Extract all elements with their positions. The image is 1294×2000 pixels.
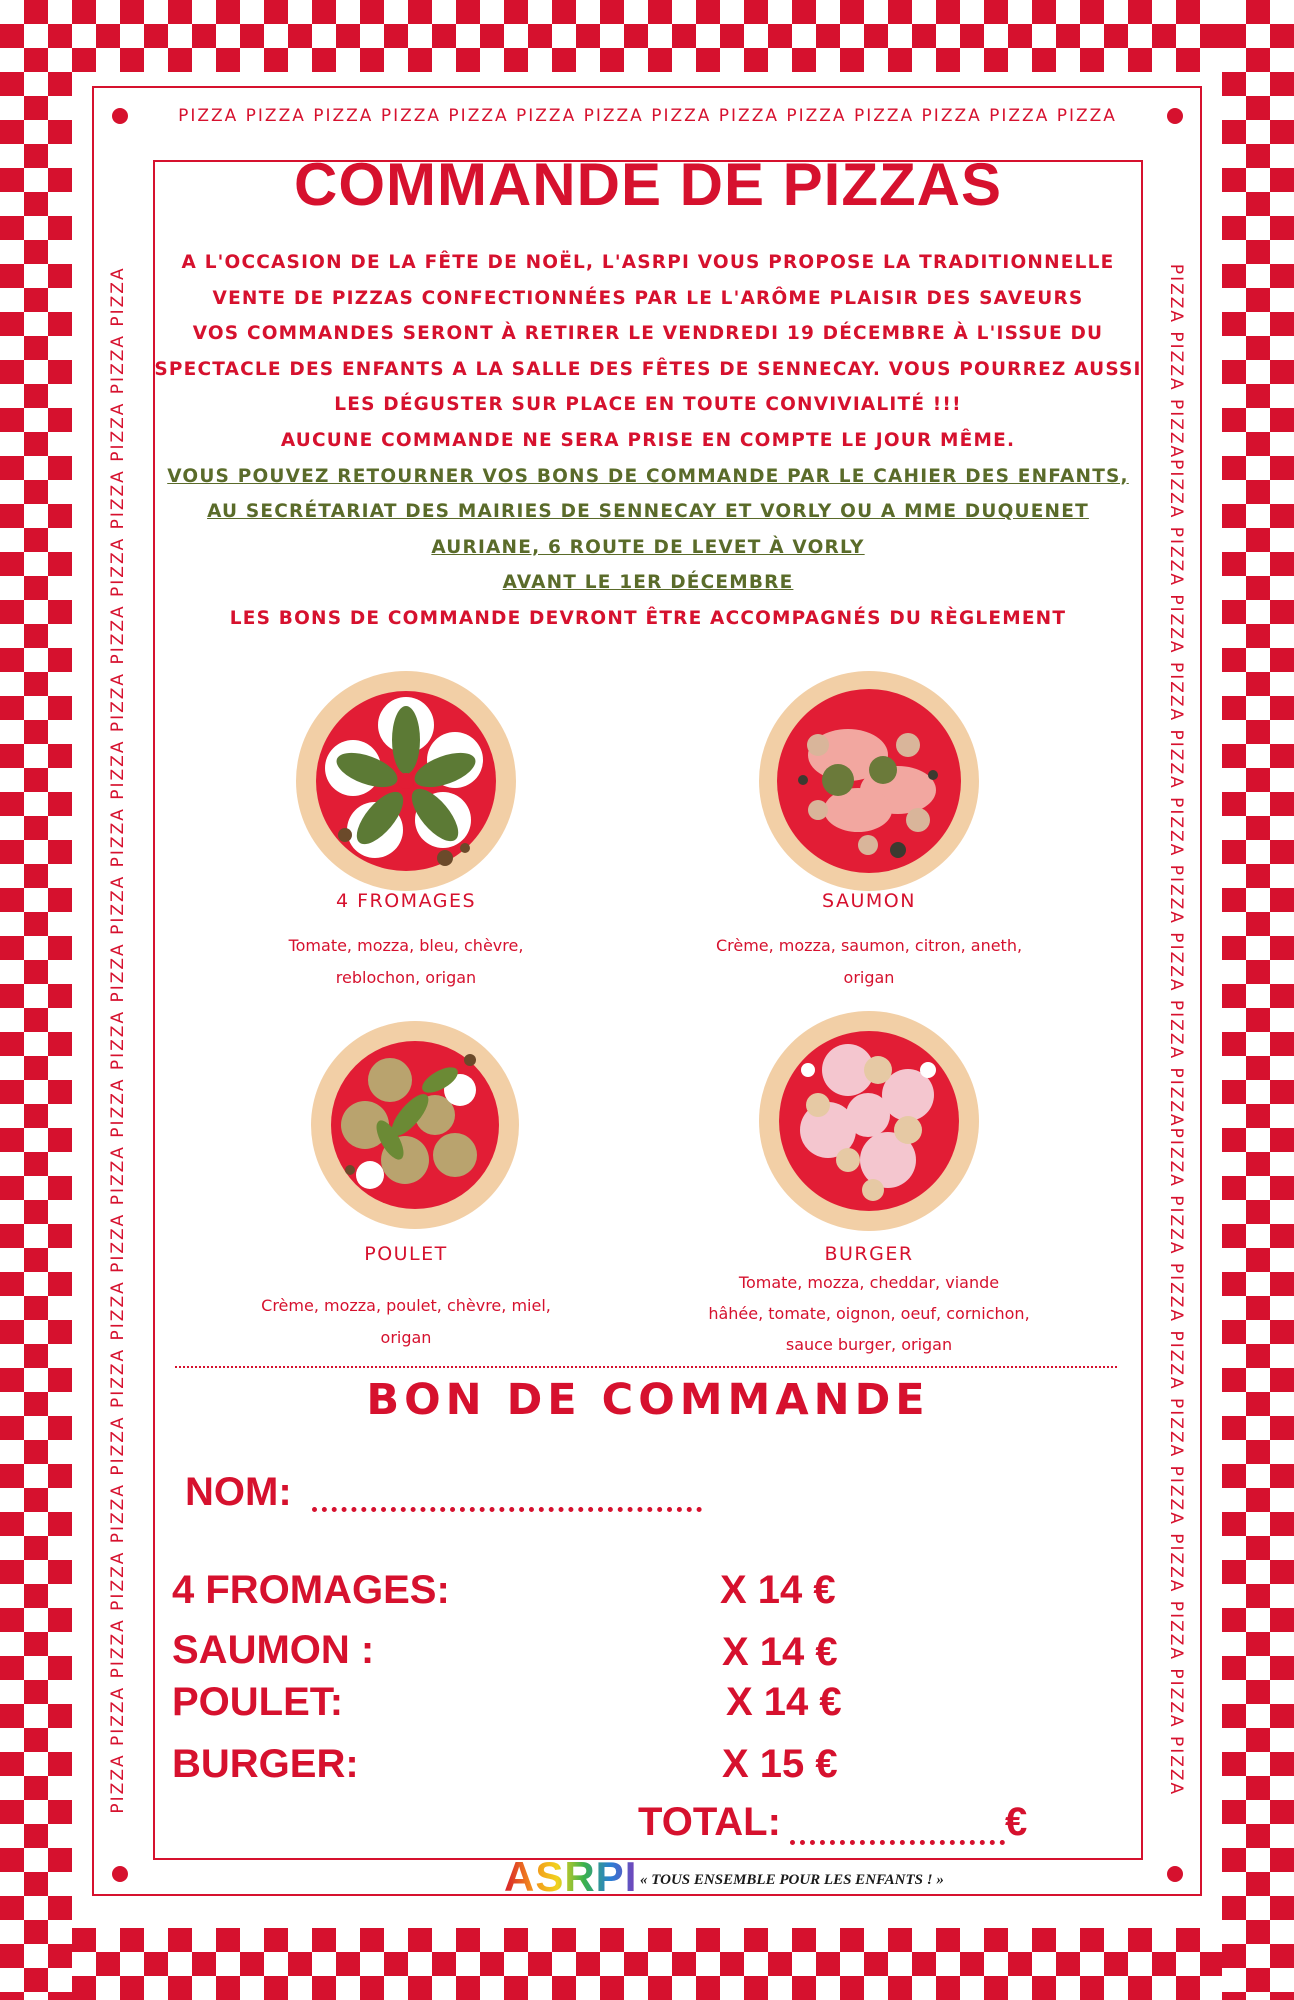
intro-line: LES BONS DE COMMANDE DEVRONT ÊTRE ACCOMPAGNÉS DU RÈGLEMENT [229,607,1067,629]
total-field-line[interactable] [790,1840,1005,1845]
checkered-border-right [1222,0,1294,2000]
slogan: « TOUS ENSEMBLE POUR LES ENFANTS ! » [640,1872,944,1888]
order-row-price: X 14 € [722,1630,838,1674]
pizza-band-right: PIZZA PIZZA PIZZAPIZZA PIZZA PIZZA PIZZA PIZZA PIZZA PIZZA PIZZA PIZZA PIZZAPIZZA PIZZA PIZZA PIZZA PIZZA PIZZA PIZZA PIZZA PIZZA PIZZA [1166,263,1186,1797]
intro-line: A L'OCCASION DE LA FÊTE DE NOËL, L'ASRPI VOUS PROPOSE LA TRADITIONNELLE [181,252,1115,273]
order-row-price: X 14 € [726,1680,842,1724]
total-label: TOTAL: [638,1800,781,1844]
page-title: COMMANDE DE PIZZAS [294,151,1002,218]
checkered-border-top [0,0,1294,72]
pizza-name: BURGER [824,1243,914,1265]
pizza-description-line: Tomate, mozza, bleu, chèvre, [288,936,524,955]
pizza-description-line: Tomate, mozza, cheddar, viande [738,1273,1000,1292]
checkered-border-bottom [0,1928,1294,2000]
intro-line: LES DÉGUSTER SUR PLACE EN TOUTE CONVIVIALITÉ !!! [334,394,962,416]
pizza-description [683,1267,1055,1360]
intro-line: VENTE DE PIZZAS CONFECTIONNÉES PAR LE L'ARÔME PLAISIR DES SAVEURS [212,287,1084,309]
pizza-description-line: reblochon, origan [335,968,477,987]
order-form-title: BON DE COMMANDE [366,1375,930,1425]
return-info-line: AURIANE, 6 ROUTE DE LEVET À VORLY [431,536,865,558]
pizza-description [693,930,1045,994]
name-field-line[interactable] [312,1507,702,1512]
pizza-name: SAUMON [822,890,916,912]
order-row-price: X 14 € [720,1568,836,1612]
intro-text [150,245,1146,637]
checkered-border-left [0,0,72,2000]
order-row-label: BURGER: [172,1742,359,1786]
name-label: NOM: [185,1470,292,1514]
pizza-name: POULET [364,1243,448,1265]
return-info-line: AU SECRÉTARIAT DES MAIRIES DE SENNECAY ET VORLY OU A MME DUQUENET [207,501,1089,523]
pizza-band-top: PIZZA PIZZA PIZZA PIZZA PIZZA PIZZA PIZZA PIZZA PIZZA PIZZA PIZZA PIZZA PIZZA PIZZA [178,106,1117,126]
deadline-line: AVANT LE 1ER DÉCEMBRE [502,572,794,594]
pizza-description [230,930,582,994]
pizza-description-line: origan [843,968,895,987]
pizza-description-line: sauce burger, origan [785,1335,953,1354]
pizza-description [230,1290,582,1354]
pizza-saumon-icon [758,670,980,892]
intro-line: SPECTACLE DES ENFANTS A LA SALLE DES FÊTES DE SENNECAY. VOUS POURREZ AUSSI [154,358,1142,380]
pizza-burger-icon [758,1010,980,1232]
order-row-label: 4 FROMAGES: [172,1568,450,1612]
pizza-description-line: hâhée, tomate, oignon, oeuf, cornichon, [708,1304,1030,1323]
intro-line-underlined [150,459,1146,495]
total-currency: € [1005,1800,1028,1844]
pizza-description-line: origan [380,1328,432,1347]
corner-dot-top-left [112,108,128,124]
order-row-label: POULET: [172,1680,344,1724]
separator-dotted-line [175,1366,1117,1368]
intro-line: VOS COMMANDES SERONT À RETIRER LE VENDREDI 19 DÉCEMBRE À L'ISSUE DU [192,323,1104,345]
pizza-4-fromages-icon [295,670,517,892]
asrpi-logo: ASRPI [504,1853,638,1900]
order-row-label: SAUMON : [172,1628,375,1672]
pizza-name: 4 FROMAGES [335,890,477,912]
pizza-description-line: Crème, mozza, poulet, chèvre, miel, [261,1296,551,1315]
order-row-price: X 15 € [722,1742,838,1786]
pizza-description-line: Crème, mozza, saumon, citron, aneth, [715,936,1023,955]
pizza-poulet-icon [310,1020,520,1230]
return-info-line: VOUS POUVEZ RETOURNER VOS BONS DE COMMANDE PAR LE CAHIER DES ENFANTS, [167,465,1129,487]
pizza-band-left: PIZZA PIZZA PIZZA PIZZA PIZZA PIZZA PIZZA PIZZA PIZZA PIZZA PIZZA PIZZA PIZZA PIZZA PIZZA PIZZA PIZZA PIZZA PIZZA PIZZA PIZZA PIZZA PIZZA [108,266,128,1814]
corner-dot-top-right [1167,108,1183,124]
intro-line: AUCUNE COMMANDE NE SERA PRISE EN COMPTE LE JOUR MÊME. [280,429,1016,451]
